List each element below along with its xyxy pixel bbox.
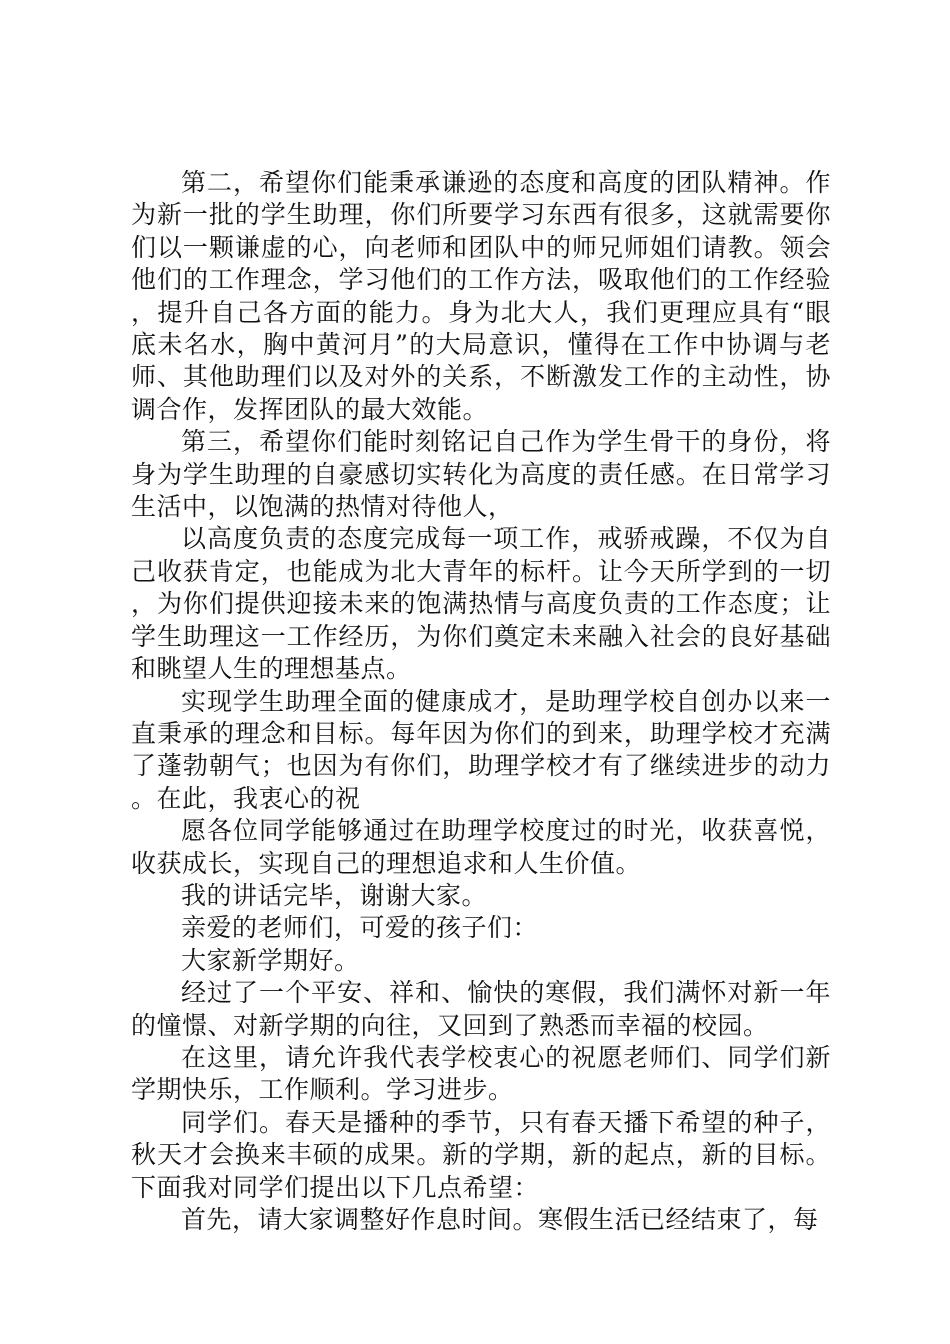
paragraph: 愿各位同学能够通过在助理学校度过的时光，收获喜悦，收获成长，实现自己的理想追求和人生价值。 xyxy=(131,816,831,878)
paragraph: 我的讲话完毕，谢谢大家。 xyxy=(181,880,488,910)
paragraph: 第二，希望你们能秉承谦逊的态度和高度的团队精神。作为新一批的学生助理，你们所要学习东西有很多，这就需要你们以一颗谦虚的心，向老师和团队中的师兄师姐们请教。领会他们的工作理念，学习他们的工作方法，吸取他们的工作经验，提升自己各方面的能力。身为北大人，我们更理应具有“眼底未名水，胸中黄河月”的大局意识，懂得在工作中协调与老师、其他助理们以及对外的关系，不断激发工作的主动性，协调合作，发挥团队的最大效能。 xyxy=(131,168,831,424)
paragraph: 同学们。春天是播种的季节，只有春天播下希望的种子，秋天才会换来丰硕的成果。新的学期，新的起点，新的目标。下面我对同学们提出以下几点希望： xyxy=(131,1107,831,1202)
paragraph: 首先，请大家调整好作息时间。寒假生活已经结束了，每 xyxy=(181,1205,819,1234)
paragraph: 实现学生助理全面的健康成才，是助理学校自创办以来一直秉承的理念和目标。每年因为你们的到来，助理学校才充满了蓬勃朝气；也因为有你们，助理学校才有了继续进步的动力。在此，我衷心的祝 xyxy=(131,686,831,813)
document-body xyxy=(131,167,831,1236)
paragraph: 亲爱的老师们，可爱的孩子们： xyxy=(181,913,539,943)
paragraph: 经过了一个平安、祥和、愉快的寒假，我们满怀对新一年的憧憬、对新学期的向往，又回到了熟悉而幸福的校园。 xyxy=(131,978,831,1040)
paragraph: 以高度负责的态度完成每一项工作，戒骄戒躁，不仅为自己收获肯定，也能成为北大青年的标杆。让今天所学到的一切，为你们提供迎接未来的饱满热情与高度负责的工作态度；让学生助理这一工作经历，为你们奠定未来融入社会的良好基础和眺望人生的理想基点。 xyxy=(131,524,831,684)
paragraph: 在这里，请允许我代表学校衷心的祝愿老师们、同学们新学期快乐，工作顺利。学习进步。 xyxy=(131,1042,831,1105)
paragraph: 大家新学期好。 xyxy=(181,945,360,975)
paragraph: 第三，希望你们能时刻铭记自己作为学生骨干的身份，将身为学生助理的自豪感切实转化为高度的责任感。在日常学习生活中，以饱满的热情对待他人， xyxy=(131,427,831,522)
